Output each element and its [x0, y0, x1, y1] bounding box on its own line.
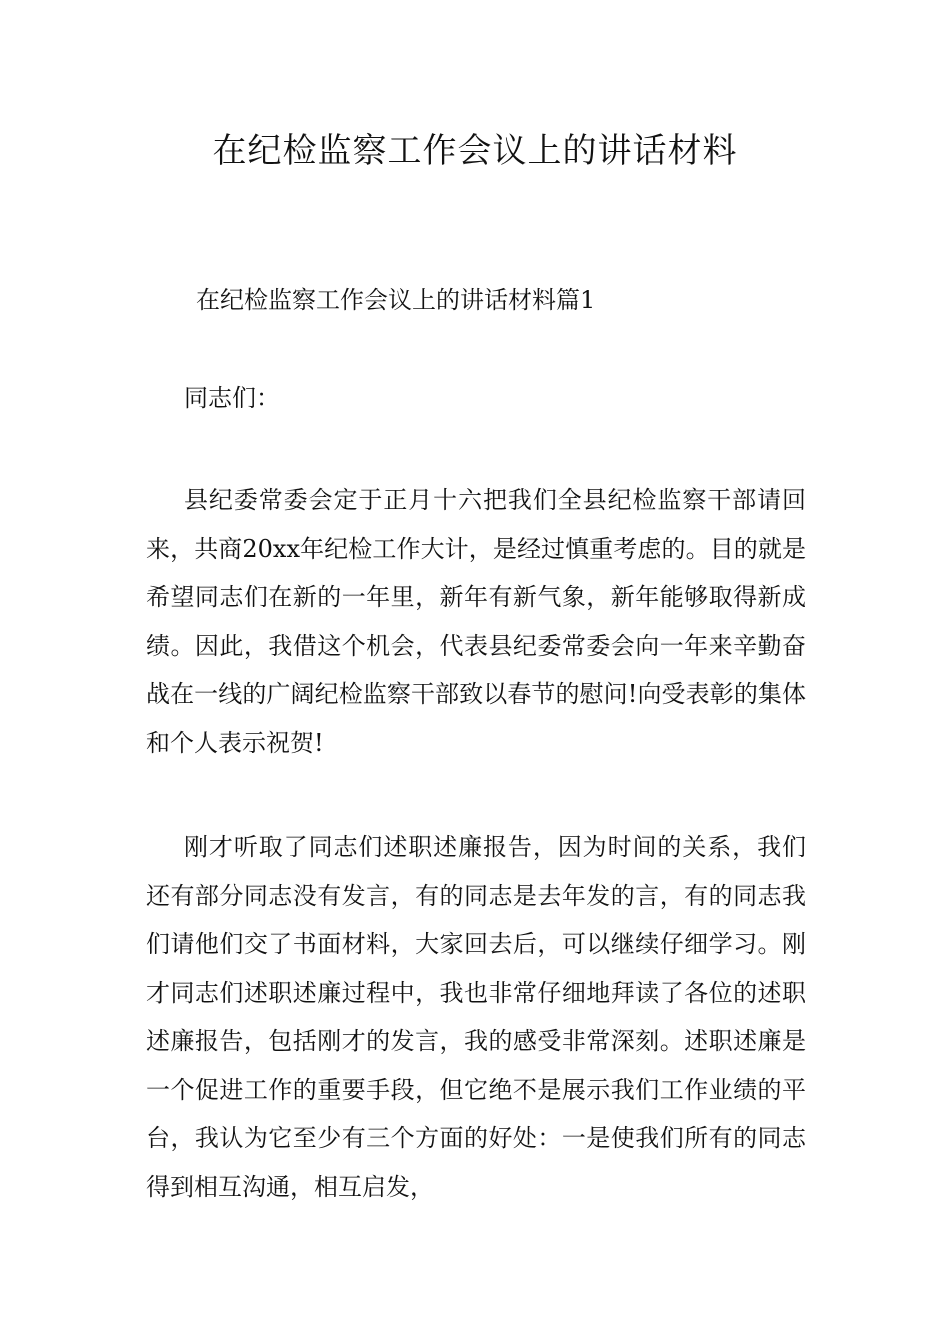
- document-title: 在纪检监察工作会议上的讲话材料: [212, 131, 738, 171]
- body-paragraph-2: 刚才听取了同志们述职述廉报告，因为时间的关系，我们还有部分同志没有发言，有的同志是去年发的言，有的同志我们请他们交了书面材料，大家回去后，可以继续仔细学习。刚才同志们述职述廉过程中，我也非常仔细地拜读了各位的述职述廉报告，包括刚才的发言，我的感受非常深刻。述职述廉是一个促进工作的重要手段，但它绝不是展示我们工作业绩的平台，我认为它至少有三个方面的好处：一是使我们所有的同志得到相互沟通，相互启发，: [146, 833, 806, 1201]
- salutation: 同志们：: [184, 384, 280, 412]
- section-subtitle: 在纪检监察工作会议上的讲话材料篇1: [196, 286, 596, 314]
- body-paragraph-1: 县纪委常委会定于正月十六把我们全县纪检监察干部请回来，共商20xx年纪检工作大计，是经过慎重考虑的。目的就是希望同志们在新的一年里，新年有新气象，新年能够取得新成绩。因此，我借这个机会，代表县纪委常委会向一年来辛勤奋战在一线的广阔纪检监察干部致以春节的慰问!向受表彰的集体和个人表示祝贺!: [146, 486, 806, 757]
